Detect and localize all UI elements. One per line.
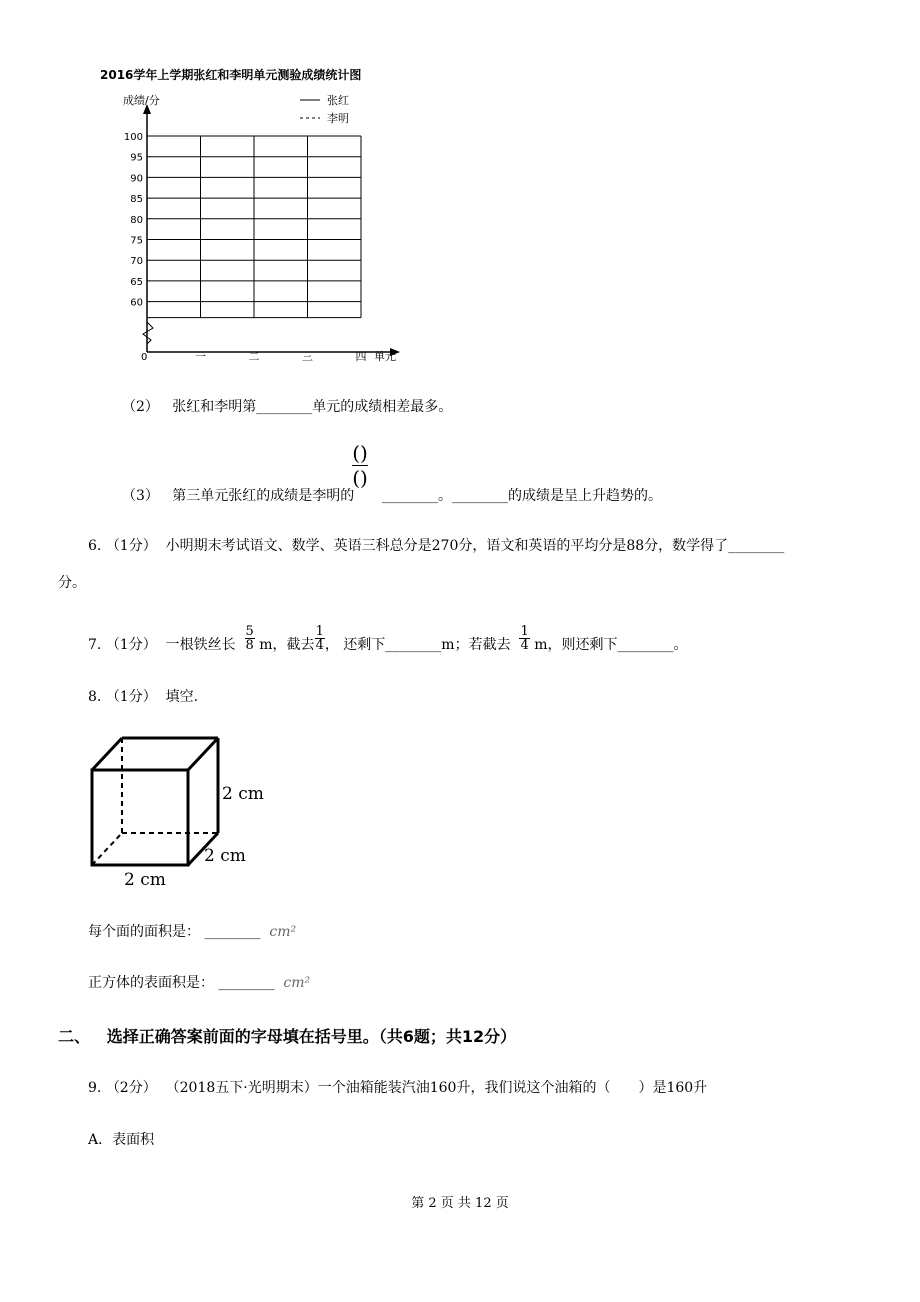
q6-number: 6. bbox=[88, 538, 102, 554]
question-9 bbox=[88, 1077, 707, 1097]
surface-area-blank[interactable]: ________ bbox=[218, 975, 275, 991]
face-area-unit: cm² bbox=[269, 924, 297, 940]
q9-score: （2分） bbox=[105, 1080, 157, 1096]
surface-area-label: 正方体的表面积是： bbox=[88, 975, 214, 991]
x-tick-label: 二 bbox=[248, 350, 260, 363]
y-tick-label: 100 bbox=[123, 132, 143, 143]
axis-break bbox=[143, 322, 153, 344]
q5-part3-rest bbox=[382, 485, 662, 505]
y-tick-label: 65 bbox=[130, 276, 143, 288]
surface-area-unit: cm² bbox=[283, 975, 311, 991]
q6-score: （1分） bbox=[105, 538, 157, 554]
y-tick-labels bbox=[124, 132, 143, 309]
y-axis-label: 成绩/分 bbox=[123, 94, 160, 107]
q5-part3-text-end: 的成绩是呈上升趋势的。 bbox=[508, 488, 662, 504]
q7-text-b: m，截去 bbox=[259, 637, 315, 653]
y-tick-label: 90 bbox=[130, 173, 143, 185]
y-tick-label: 75 bbox=[130, 235, 143, 247]
q5-part2-blank[interactable]: ________ bbox=[256, 399, 313, 415]
q7-fraction-2: $\frac{1}{4}$ bbox=[315, 623, 324, 653]
page-footer: 第 2 页 共 12 页 bbox=[411, 1196, 509, 1211]
cube-edge bbox=[188, 738, 218, 770]
legend-label-liming: 李明 bbox=[327, 112, 349, 125]
q6-tail: 分。 bbox=[58, 575, 86, 591]
y-tick-label: 85 bbox=[130, 194, 143, 206]
q5-part2-number: （2） bbox=[122, 399, 159, 415]
x-tick-label: 四 bbox=[355, 350, 367, 363]
origin-label: 0 bbox=[141, 352, 148, 363]
q7-number: 7. bbox=[88, 637, 102, 653]
cube-hidden-edge bbox=[92, 833, 122, 865]
q5-part2-text: 张红和李明第 bbox=[172, 399, 257, 415]
y-tick-label: 95 bbox=[130, 152, 143, 164]
q8-score: （1分） bbox=[105, 689, 157, 705]
y-tick-label: 80 bbox=[130, 214, 143, 226]
q7-score: （1分） bbox=[105, 637, 157, 653]
q6-text: 小明期末考试语文、数学、英语三科总分是270分，语文和英语的平均分是88分，数学得了 bbox=[165, 538, 729, 554]
face-area-label: 每个面的面积是： bbox=[88, 924, 200, 940]
x-tick-label: 三 bbox=[302, 350, 313, 363]
q5-part2-text-end: 单元的成绩相差最多。 bbox=[312, 399, 453, 415]
fraction-denominator: () bbox=[352, 466, 368, 490]
q9-option-a[interactable]: A．表面积 bbox=[88, 1132, 155, 1148]
cube-label-height: 2 cm bbox=[222, 784, 264, 804]
q9-text: （2018五下·光明期末）一个油箱能装汽油160升，我们说这个油箱的（ ）是160升 bbox=[165, 1080, 708, 1096]
q5-part2 bbox=[122, 396, 452, 416]
section-2-title: 选择正确答案前面的字母填在括号里。（共6题；共12分） bbox=[106, 1027, 517, 1046]
y-tick-label: 70 bbox=[130, 256, 143, 268]
q8-text: 填空. bbox=[165, 689, 199, 705]
q7-text-f: 。 bbox=[673, 637, 688, 653]
q8-surface-area bbox=[88, 972, 310, 992]
chart-grid bbox=[147, 136, 361, 318]
question-6 bbox=[88, 535, 784, 555]
q8-face-area bbox=[88, 921, 296, 941]
q7-fraction-1: $\frac{5}{8}$ bbox=[245, 623, 254, 653]
legend-label-zhanghong: 张红 bbox=[327, 94, 349, 107]
x-axis-label: 单元 bbox=[374, 350, 396, 363]
question-8 bbox=[88, 686, 198, 706]
q5-part3-blank1[interactable]: ________ bbox=[382, 488, 438, 504]
q7-text-c: ， 还剩下 bbox=[324, 637, 386, 653]
q5-part3-number: （3） bbox=[122, 488, 159, 504]
line-chart bbox=[95, 60, 415, 365]
cube-label-width: 2 cm bbox=[124, 870, 166, 890]
question-7 bbox=[88, 623, 688, 654]
section-2-heading bbox=[58, 1024, 516, 1047]
q7-blank1[interactable]: ________ bbox=[385, 637, 442, 653]
q5-part3 bbox=[122, 485, 354, 505]
chart-title: 2016学年上学期张红和李明单元测验成绩统计图 bbox=[100, 68, 362, 82]
q9-number: 9. bbox=[88, 1080, 102, 1096]
cube-label-depth: 2 cm bbox=[204, 846, 246, 866]
cube-edge bbox=[92, 738, 122, 770]
cube-diagram bbox=[88, 733, 278, 893]
fraction-numerator: () bbox=[352, 441, 368, 465]
face-area-blank[interactable]: ________ bbox=[204, 924, 261, 940]
q7-fraction-3: $\frac{1}{4}$ bbox=[520, 623, 529, 653]
q5-part3-period: 。 bbox=[438, 488, 452, 504]
q7-blank2[interactable]: ________ bbox=[617, 637, 674, 653]
q5-part3-fraction bbox=[352, 441, 368, 490]
q7-text-e: m，则还剩下 bbox=[534, 637, 618, 653]
q8-number: 8. bbox=[88, 689, 102, 705]
q7-text-a: 一根铁丝长 bbox=[165, 637, 236, 653]
q6-blank[interactable]: ________ bbox=[728, 538, 785, 554]
x-tick-label: 一 bbox=[195, 350, 206, 363]
q7-text-d: m；若截去 bbox=[441, 637, 511, 653]
y-tick-label: 60 bbox=[130, 297, 143, 309]
section-2-number: 二、 bbox=[58, 1027, 91, 1046]
q5-part3-blank2[interactable]: ________ bbox=[452, 488, 508, 504]
q5-part3-text: 第三单元张红的成绩是李明的 bbox=[172, 488, 355, 504]
